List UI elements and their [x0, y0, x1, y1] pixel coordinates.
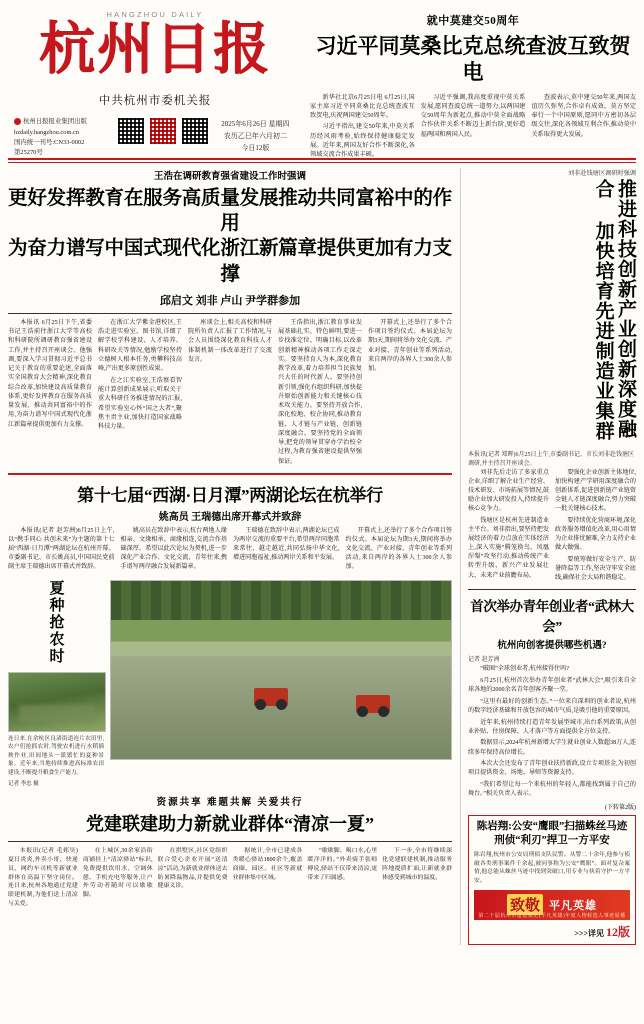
- date-gregorian: 2025年6月26日 星期四: [221, 119, 290, 128]
- masthead-publisher-block: [8, 117, 113, 158]
- paragraph: 6月25日,杭州首次举办青年创业者“武林大会”,吸引来自全球各地的2000余名青年创客齐聚一堂。: [468, 678, 636, 694]
- promo-headline-2: 刑侦“利刃”捍卫一方平安: [494, 834, 610, 846]
- paragraph: 在之江实验室,王浩察看智能计算创新成果展示,听取关于重大科研任务推进情况的汇报,希望实验室心怀“国之大者”,聚焦主责主业,加快打造国家战略科技力量。: [98, 377, 182, 431]
- lead-body: [8, 319, 452, 470]
- paragraph: 在拱墅区,社区党组织联合爱心企业开展“送清凉”活动,为新就业群体送去防暑降温物品,并提供免费健康义诊。: [157, 848, 228, 890]
- paragraph: 开幕式上,还举行了多个合作项目签约仪式。本届论坛为期3天,期间将举办文化交流、产业对接、青年创业等系列活动,来自两岸的各界人士300余人参加。: [368, 319, 452, 373]
- party-col-1: [8, 847, 78, 910]
- page-content: [0, 163, 644, 945]
- promo-banner-badge: 致敬: [507, 894, 543, 915]
- youth-story-jump[interactable]: (下转第2版): [605, 804, 636, 811]
- promo-banner-sub: 第二十届杭州市道德模范(平凡英雄)年度人物候选人事迹展播: [478, 913, 626, 919]
- paragraph: 据统计,全市已建成各类暖心驿站1800余个,覆盖商圈、园区、社区等新就业群体集中区域。: [232, 848, 303, 881]
- lead-col-2: [98, 319, 182, 470]
- party-body: [8, 847, 452, 910]
- divider: [468, 589, 636, 590]
- forum-subline: 姚高员 王瑞德出席开幕式并致辞: [158, 511, 302, 523]
- small-photo: [8, 672, 106, 732]
- top-story-col-2: [421, 93, 526, 162]
- page-count: 今日12版: [241, 143, 270, 152]
- paragraph: 下一步,全市将继续深化党建联建机制,推动服务阵地提质扩面,让新就业群体感受到城市的温度。: [382, 848, 452, 881]
- paragraph: 刘非先后走访了多家重点企业,详细了解企业生产经营、技术研发、市场拓展等情况,鼓励企业加大研发投入,持续提升核心竞争力。: [468, 469, 549, 513]
- paragraph: 要持续优化营商环境,深化政务服务增值化改革,用心用情为企业排忧解难,全力支持企业做大做强。: [555, 517, 636, 552]
- paragraph: “破圈”全球创业者,杭州接得住吗?: [480, 666, 570, 673]
- party-col-4: [232, 847, 302, 910]
- right-column-zone: [460, 168, 636, 945]
- left-column-zone: [8, 168, 452, 945]
- divider: [8, 313, 452, 314]
- party-col-3: [158, 847, 228, 910]
- main-photo: [110, 580, 452, 760]
- right-story-byline: 本报讯(记者 郑晖)6月25日上午,市委副书记、市长刘非赴钱塘区调研,并主持召开座谈会。: [468, 451, 634, 467]
- masthead-date: [209, 117, 302, 155]
- top-story-body: [310, 93, 636, 162]
- party-headline[interactable]: 党建联建助力新就业群体“清凉一夏”: [86, 814, 374, 835]
- promo-box[interactable]: [468, 815, 636, 945]
- masthead-left: [8, 6, 302, 158]
- photo-vertical-title: 夏种抢农时: [47, 580, 64, 666]
- photo-side: [8, 580, 104, 788]
- lead-headline-1[interactable]: 更好发挥教育在服务高质量发展推动共同富裕中的作用: [8, 187, 452, 234]
- lead-kicker: 王浩在调研教育强省建设工作时强调: [153, 171, 306, 182]
- promo-footer-label: >>>详见: [574, 928, 604, 938]
- right-story-body: [468, 469, 636, 585]
- top-story: [302, 6, 636, 158]
- party-col-2: [83, 847, 153, 910]
- newspaper-title: 杭州日报: [39, 19, 271, 81]
- paragraph: 王瑞德在致辞中表示,两湖论坛已成为两岸交流的重要平台,希望两岸同胞常来常往、越走越近,共同弘扬中华文化,增进同胞福祉,推动两岸关系和平发展。: [233, 527, 340, 562]
- paragraph: 本报讯 6月25日下午,省委书记王浩前往浙江大学等高校和科研院所调研教育强省建设工作,并主持召开座谈会。他强调,要深入学习贯彻习近平总书记关于教育的重要论述,全面落实全国教育大会精神,深化教育综合改革,加快建设高质量教育体系,更好发挥教育在服务高质量发展、推动共同富裕中的作用,为奋力谱写中国式现代化浙江新篇章提供更加有力支撑。: [8, 319, 92, 428]
- photo-treeline: [111, 581, 451, 620]
- paragraph: 查波表示,莫中建交50年来,两国友谊历久弥坚,合作卓有成效。莫方坚定奉行一个中国原则,愿同中方密切各层级交往,深化各领域互利合作,推动莫中关系取得更大发展。: [531, 93, 637, 138]
- photo-tractor: [356, 695, 390, 713]
- paragraph: 近年来,杭州持续打造青年发展型城市,出台系列政策,从创业补贴、住房保障、人才落户等方面提供全方位支持。: [468, 719, 636, 735]
- promo-banner-text: 平凡英雄: [549, 899, 597, 912]
- paragraph: “这里有最好的创新生态。”一位来自深圳的创业者说,杭州的数字经济基础和开放包容的城市气质,是吸引他的重要原因。: [468, 698, 636, 714]
- youth-story-byline: 记者 赵芳洲: [468, 657, 500, 664]
- forum-col-1: [8, 527, 115, 575]
- masthead: [0, 0, 644, 158]
- top-story-headline[interactable]: 习近平同莫桑比克总统查波互致贺电: [315, 34, 631, 85]
- qr-code-icon[interactable]: [117, 117, 145, 145]
- lead-col-5: [368, 319, 452, 470]
- paragraph: 本报讯(记者 毛郅昊)夏日炎炎,外卖小哥、快递员、网约车司机等新就业群体在高温下坚守岗位。连日来,杭州各地通过党建联建机制,为他们送上清凉与关爱。: [8, 848, 78, 907]
- paragraph: 座谈会上,相关高校和科研院所负责人汇报了工作情况,与会人员围绕深化教育科技人才体制机制一体改革进行了交流发言。: [188, 319, 272, 363]
- forum-headline[interactable]: 第十七届“西湖·日月潭”两湖论坛在杭举行: [77, 485, 383, 505]
- photo-block: [8, 580, 452, 788]
- issue-number: 第25270号: [14, 148, 43, 156]
- lead-col-4: [278, 319, 362, 470]
- paragraph: 习近平指出,建交50年来,中莫关系历经风雨考验,始终保持健康稳定发展。近年来,两国友好合作不断深化,各领域交流合作成果丰硕。: [310, 123, 415, 159]
- lead-headline-2[interactable]: 为奋力谱写中国式现代化浙江新篇章提供更加有力支撑: [8, 238, 452, 285]
- paragraph: 钱塘区是杭州先进制造业主平台。刘非指出,要坚持把发展经济的着力点放在实体经济上,深入实施“腾笼换鸟、凤凰涅槃”攻坚行动,推动传统产业转型升级、新兴产业发展壮大、未来产业前瞻布局。: [468, 517, 549, 579]
- right-story-headline[interactable]: 推进科技创新产业创新深度融合 加快培育先进制造业集群: [592, 178, 636, 441]
- qr-code-row[interactable]: [117, 117, 209, 145]
- top-story-kicker: 就中莫建交50周年: [426, 15, 520, 27]
- masthead-meta: [8, 117, 302, 158]
- forum-body: [8, 527, 452, 575]
- issn-line: 国内统一刊号:CN33-0002: [14, 138, 85, 146]
- paragraph: 要统筹做好安全生产、防暑降温等工作,坚决守牢安全底线,确保社会大局和谐稳定。: [555, 556, 636, 582]
- red-dot-icon: [14, 118, 21, 125]
- divider-red: [8, 473, 452, 475]
- masthead-pinyin: HANGZHOU DAILY: [106, 10, 204, 19]
- newspaper-subtitle: 中共杭州市委机关报: [98, 94, 212, 107]
- paragraph: 本报讯(记者 赵芳洲)6月25日上午,以“携手同心 共创未来”为主题的第十七届“西湖·日月潭”两湖论坛在杭州开幕。市委副书记、市长姚高员,中国国民党前副主席王瑞德出席开幕式并致辞。: [8, 527, 115, 571]
- photo-caption: 连日来,在余杭区良渚街道连片农田里,农户们抢抓农时,驾驶农机进行水稻插秧作业,田间地头一派繁忙的夏种景象。近年来,当地持续推进高标准农田建设,不断提升粮食生产能力。: [8, 736, 104, 776]
- paragraph: 要强化企业创新主体地位,加快构建产学研用深度融合的创新体系,促进创新链产业链资金链人才链深度融合,努力突破一批关键核心技术。: [555, 469, 636, 513]
- publisher-badge: [14, 117, 113, 127]
- forum-col-4: [346, 527, 453, 575]
- photo-tractor: [254, 688, 288, 706]
- right-story-kicker: 刘非赴钱塘区调研时强调: [567, 169, 636, 177]
- party-col-6: [382, 847, 452, 910]
- top-story-col-1: [310, 93, 415, 162]
- promo-banner[interactable]: [474, 890, 630, 920]
- promo-footer-page: 12版: [605, 924, 630, 939]
- lead-subline: 邱启文 刘非 卢山 尹学群参加: [159, 294, 301, 307]
- paragraph: 在浙江大学紫金港校区,王浩走进实验室、图书馆,详细了解学校学科建设、人才培养、科研攻关等情况,勉励学校坚持立德树人根本任务,勇攀科技高峰,产出更多原创性成果。: [98, 319, 182, 373]
- paragraph: 王浩指出,浙江教育事业发展基础扎实、特色鲜明,要进一步找准定位、明确目标,以改革创新精神推动各项工作走深走实。要坚持育人为本,深化教育教学改革,着力培养担当民族复兴大任的时代新人。要坚持创新引领,强化有组织科研,加快提升原始创新能力和关键核心技术攻关能力。要坚持开放合作,深化校地、校企协同,推动教育链、人才链与产业链、创新链深度融合。要坚持党的全面领导,把党的领导贯穿办学治校全过程,为教育强省建设提供坚强保证。: [278, 319, 362, 465]
- forum-col-3: [233, 527, 340, 575]
- promo-footer[interactable]: [474, 923, 630, 940]
- youth-story-body: [468, 665, 636, 799]
- publisher-name: 杭州日报报业集团出版: [23, 117, 87, 125]
- paragraph: 姚高员在致辞中表示,杭台两地人缘相亲、文缘相承、商缘相连,交流合作基础深厚。希望以此次论坛为契机,进一步深化产业合作、文化交流、青年往来,携手谱写两岸融合发展新篇章。: [120, 527, 227, 571]
- photo-credit: 记者 李忠 摄: [8, 781, 39, 788]
- divider: [8, 841, 452, 842]
- promo-headline-1: 陈岩翔:公安“鹰眼”扫描蛛丝马迹: [476, 820, 628, 832]
- youth-story-title[interactable]: 首次举办青年创业者“武林大会”: [470, 599, 634, 635]
- paragraph: “我们希望让每一个来杭州的年轻人,都能找到属于自己的舞台。”相关负责人表示。: [468, 781, 636, 798]
- promo-body: 陈岩翔,杭州市公安局刑侦支队民警。从警二十余年,他参与侦破各类刑事案件千余起,被同事称为公安“鹰眼”。面对复杂案情,他总能从蛛丝马迹中找到突破口,用专业与执着守护一方平安。: [474, 852, 630, 885]
- qr-code-alt-icon[interactable]: [181, 117, 209, 145]
- paragraph: 开幕式上,还举行了多个合作项目签约仪式。本届论坛为期3天,期间将举办文化交流、产业对接、青年创业等系列活动,来自两岸的各界人士300余人参加。: [345, 527, 452, 571]
- publisher-site: hzdaily.hangzhou.com.cn: [14, 128, 80, 136]
- party-col-5: [307, 847, 377, 910]
- paragraph: 本次大会还发布了青年创业扶持新政,设立专项基金,为初创项目提供资金、场地、导师等资源支持。: [468, 761, 636, 777]
- top-story-col-3: [531, 93, 636, 162]
- youth-story-subtitle: 杭州向创客提供哪些机遇?: [497, 641, 607, 652]
- qr-code-red-icon[interactable]: [149, 117, 177, 145]
- paragraph: 数据显示,2024年杭州新增大学生就业创业人数超38万人,连续多年保持高位增长。: [468, 740, 636, 756]
- lead-col-1: [8, 319, 92, 470]
- paragraph: 新华社北京6月25日电 6月25日,国家主席习近平同莫桑比克总统查波互致贺电,庆祝两国建交50周年。: [310, 93, 415, 120]
- paragraph: 习近平强调,我高度重视中莫关系发展,愿同查波总统一道努力,以两国建交50周年为新起点,推动中莫全面战略合作伙伴关系不断迈上新台阶,更好造福两国和两国人民。: [420, 93, 526, 138]
- date-lunar: 农历乙巳年六月初二: [223, 131, 287, 140]
- paragraph: “歇歇脚、喝口水,心里暖洋洋的。”外卖骑手张师傅说,驿站不仅带来清凉,更带来了归属感。: [307, 848, 378, 881]
- lead-col-3: [188, 319, 272, 470]
- paragraph: 在上城区,30余家沿街商铺挂上“清凉驿站”标识,免费提供饮用水、空调休憩、手机充电等服务,让户外劳动者随时可以歇歇脚。: [82, 848, 153, 899]
- party-kicker: 资源共享 难题共解 关爱共行: [156, 798, 304, 809]
- forum-col-2: [121, 527, 228, 575]
